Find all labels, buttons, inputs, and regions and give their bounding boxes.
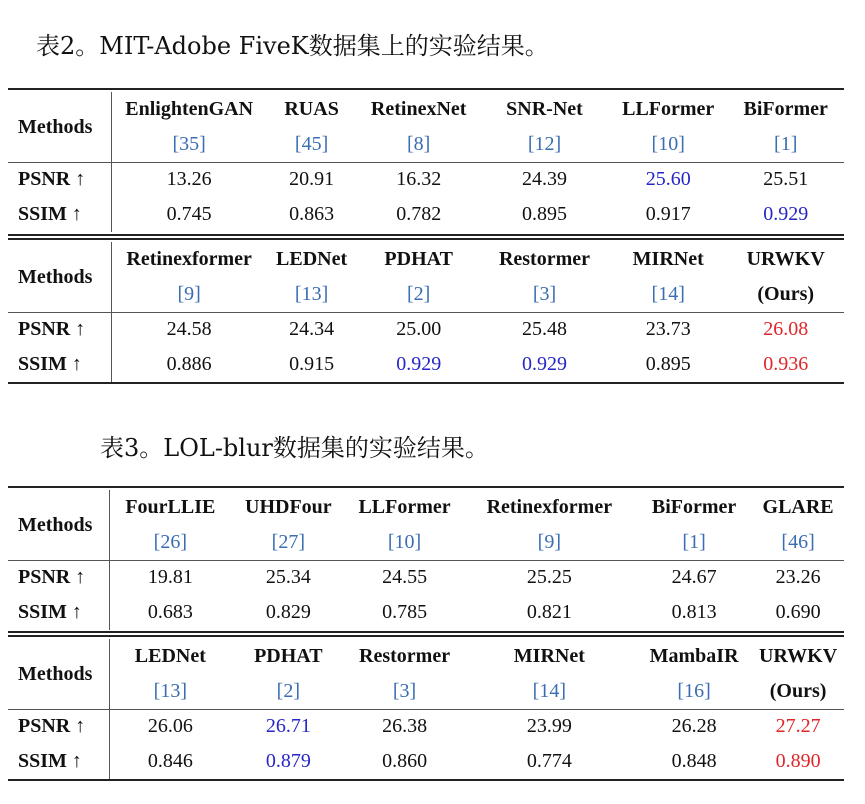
citation-link[interactable]: [10] bbox=[651, 132, 685, 155]
reference-row bbox=[8, 673, 844, 709]
reference-row bbox=[8, 276, 844, 312]
metric-value: 0.863 bbox=[289, 202, 335, 225]
metric-label: PSNR ↑ bbox=[8, 709, 110, 743]
metric-value: 26.06 bbox=[147, 714, 193, 737]
method-name: URWKV bbox=[758, 644, 838, 667]
methods-label: Methods bbox=[8, 490, 110, 560]
block-separator-rule bbox=[8, 238, 844, 240]
metric-value: 0.860 bbox=[382, 749, 428, 772]
metric-value: 0.829 bbox=[265, 600, 311, 623]
citation-link[interactable]: [3] bbox=[532, 282, 557, 305]
metric-value: 0.895 bbox=[645, 352, 691, 375]
metric-row bbox=[8, 162, 844, 196]
method-name: EnlightenGAN bbox=[125, 97, 254, 120]
header-row bbox=[8, 639, 844, 673]
metric-value: 27.27 bbox=[775, 714, 821, 737]
citation-link[interactable]: [1] bbox=[774, 132, 798, 155]
method-name: PDHAT bbox=[254, 644, 323, 667]
metric-value: 0.785 bbox=[382, 600, 428, 623]
method-name: Restormer bbox=[359, 644, 451, 667]
metric-value: 25.60 bbox=[645, 167, 691, 190]
citation-link[interactable]: [16] bbox=[677, 679, 711, 702]
citation-link[interactable]: [27] bbox=[271, 530, 305, 553]
method-name: MIRNet bbox=[513, 644, 585, 667]
metric-row bbox=[8, 709, 844, 743]
metric-label: SSIM ↑ bbox=[8, 196, 112, 232]
metric-value: 0.929 bbox=[763, 202, 809, 225]
citation-link[interactable]: [3] bbox=[392, 679, 417, 702]
metric-label: PSNR ↑ bbox=[8, 560, 110, 594]
metric-row bbox=[8, 560, 844, 594]
metric-value: 0.683 bbox=[147, 600, 193, 623]
metric-value: 19.81 bbox=[147, 565, 193, 588]
metric-value: 25.51 bbox=[763, 167, 809, 190]
metric-row bbox=[8, 346, 844, 382]
metric-value: 26.71 bbox=[265, 714, 311, 737]
metric-row bbox=[8, 312, 844, 346]
metric-value: 0.774 bbox=[526, 749, 572, 772]
citation-link[interactable]: [13] bbox=[153, 679, 187, 702]
method-name: FourLLIE bbox=[125, 495, 216, 518]
method-name: GLARE bbox=[762, 495, 834, 518]
header-divider bbox=[8, 560, 844, 561]
metric-value: 26.08 bbox=[763, 317, 809, 340]
method-name: MambaIR bbox=[649, 644, 739, 667]
method-name: LLFormer bbox=[622, 97, 715, 120]
block-separator-rule bbox=[8, 635, 844, 637]
citation-link[interactable]: [8] bbox=[407, 132, 431, 155]
metric-row bbox=[8, 196, 844, 232]
citation-link[interactable]: [10] bbox=[387, 530, 422, 553]
citation-link[interactable]: [12] bbox=[527, 132, 562, 155]
metric-value: 0.917 bbox=[645, 202, 691, 225]
metric-value: 25.00 bbox=[396, 317, 442, 340]
metric-value: 0.821 bbox=[526, 600, 572, 623]
method-name: RetinexNet bbox=[370, 97, 467, 120]
metric-value: 0.848 bbox=[671, 749, 717, 772]
ours-label: (Ours) bbox=[757, 282, 815, 305]
citation-link[interactable]: [9] bbox=[537, 530, 561, 553]
method-name: Retinexformer bbox=[126, 247, 252, 270]
citation-link[interactable]: [2] bbox=[276, 679, 300, 702]
citation-link[interactable]: [2] bbox=[407, 282, 431, 305]
method-name: Retinexformer bbox=[486, 495, 613, 518]
bottom-rule bbox=[8, 779, 844, 781]
reference-row bbox=[8, 524, 844, 560]
metric-value: 24.55 bbox=[382, 565, 428, 588]
reference-row bbox=[8, 126, 844, 162]
metric-value: 26.28 bbox=[671, 714, 717, 737]
metric-value: 0.745 bbox=[166, 202, 212, 225]
metric-value: 0.936 bbox=[763, 352, 809, 375]
block-separator-rule bbox=[8, 234, 844, 236]
metric-row bbox=[8, 743, 844, 779]
method-name: URWKV bbox=[746, 247, 825, 270]
method-name: LEDNet bbox=[276, 247, 348, 270]
citation-link[interactable]: [9] bbox=[177, 282, 201, 305]
header-divider bbox=[8, 312, 844, 313]
metric-value: 23.26 bbox=[775, 565, 821, 588]
metric-label: SSIM ↑ bbox=[8, 743, 110, 779]
citation-link[interactable]: [14] bbox=[532, 679, 566, 702]
metric-value: 0.690 bbox=[775, 600, 821, 623]
method-name: LEDNet bbox=[134, 644, 206, 667]
citation-link[interactable]: [26] bbox=[153, 530, 187, 553]
citation-link[interactable]: [46] bbox=[781, 530, 815, 553]
method-name: PDHAT bbox=[384, 247, 453, 270]
metric-label: PSNR ↑ bbox=[8, 312, 112, 346]
methods-label: Methods bbox=[8, 639, 110, 709]
metric-value: 0.890 bbox=[775, 749, 821, 772]
metric-value: 0.929 bbox=[396, 352, 442, 375]
metric-value: 26.38 bbox=[382, 714, 428, 737]
top-rule bbox=[8, 88, 844, 90]
metric-row bbox=[8, 594, 844, 630]
method-name: BiFormer bbox=[743, 97, 828, 120]
metric-value: 25.25 bbox=[526, 565, 572, 588]
metric-value: 0.929 bbox=[521, 352, 567, 375]
metric-value: 25.48 bbox=[521, 317, 567, 340]
metric-value: 25.34 bbox=[265, 565, 311, 588]
metric-value: 24.67 bbox=[671, 565, 717, 588]
method-name: UHDFour bbox=[245, 495, 332, 518]
metric-value: 24.39 bbox=[521, 167, 567, 190]
block-separator-rule bbox=[8, 631, 844, 633]
metric-value: 16.32 bbox=[396, 167, 442, 190]
header-divider bbox=[8, 709, 844, 710]
header-row bbox=[8, 242, 844, 276]
metric-value: 0.886 bbox=[166, 352, 212, 375]
metric-value: 0.879 bbox=[265, 749, 311, 772]
metric-value: 24.34 bbox=[289, 317, 335, 340]
header-divider bbox=[8, 162, 844, 163]
top-rule bbox=[8, 486, 844, 488]
ours-label: (Ours) bbox=[769, 679, 827, 702]
citation-link[interactable]: [13] bbox=[294, 282, 329, 305]
metric-label: SSIM ↑ bbox=[8, 346, 112, 382]
metric-value: 0.813 bbox=[671, 600, 717, 623]
metric-value: 0.846 bbox=[147, 749, 193, 772]
method-name: BiFormer bbox=[651, 495, 737, 518]
header-row bbox=[8, 490, 844, 524]
metric-value: 23.73 bbox=[645, 317, 691, 340]
metric-label: PSNR ↑ bbox=[8, 162, 112, 196]
header-row bbox=[8, 92, 844, 126]
metric-label: SSIM ↑ bbox=[8, 594, 110, 630]
methods-label: Methods bbox=[8, 92, 112, 162]
method-name: MIRNet bbox=[632, 247, 704, 270]
citation-link[interactable]: [14] bbox=[651, 282, 685, 305]
method-name: SNR-Net bbox=[506, 97, 583, 120]
metric-value: 0.895 bbox=[521, 202, 567, 225]
metric-value: 13.26 bbox=[166, 167, 212, 190]
metric-value: 24.58 bbox=[166, 317, 212, 340]
citation-link[interactable]: [45] bbox=[294, 132, 329, 155]
method-name: RUAS bbox=[284, 97, 339, 120]
citation-link[interactable]: [35] bbox=[172, 132, 206, 155]
metric-value: 0.782 bbox=[396, 202, 442, 225]
methods-label: Methods bbox=[8, 242, 112, 312]
metric-value: 20.91 bbox=[289, 167, 335, 190]
method-name: LLFormer bbox=[358, 495, 451, 518]
metric-value: 23.99 bbox=[526, 714, 572, 737]
table2-caption: 表2。MIT-Adobe FiveK数据集上的实验结果。 bbox=[36, 32, 549, 60]
bottom-rule bbox=[8, 382, 844, 384]
metric-value: 0.915 bbox=[289, 352, 335, 375]
table3-caption: 表3。LOL-blur数据集的实验结果。 bbox=[100, 434, 489, 462]
citation-link[interactable]: [1] bbox=[682, 530, 706, 553]
method-name: Restormer bbox=[498, 247, 591, 270]
